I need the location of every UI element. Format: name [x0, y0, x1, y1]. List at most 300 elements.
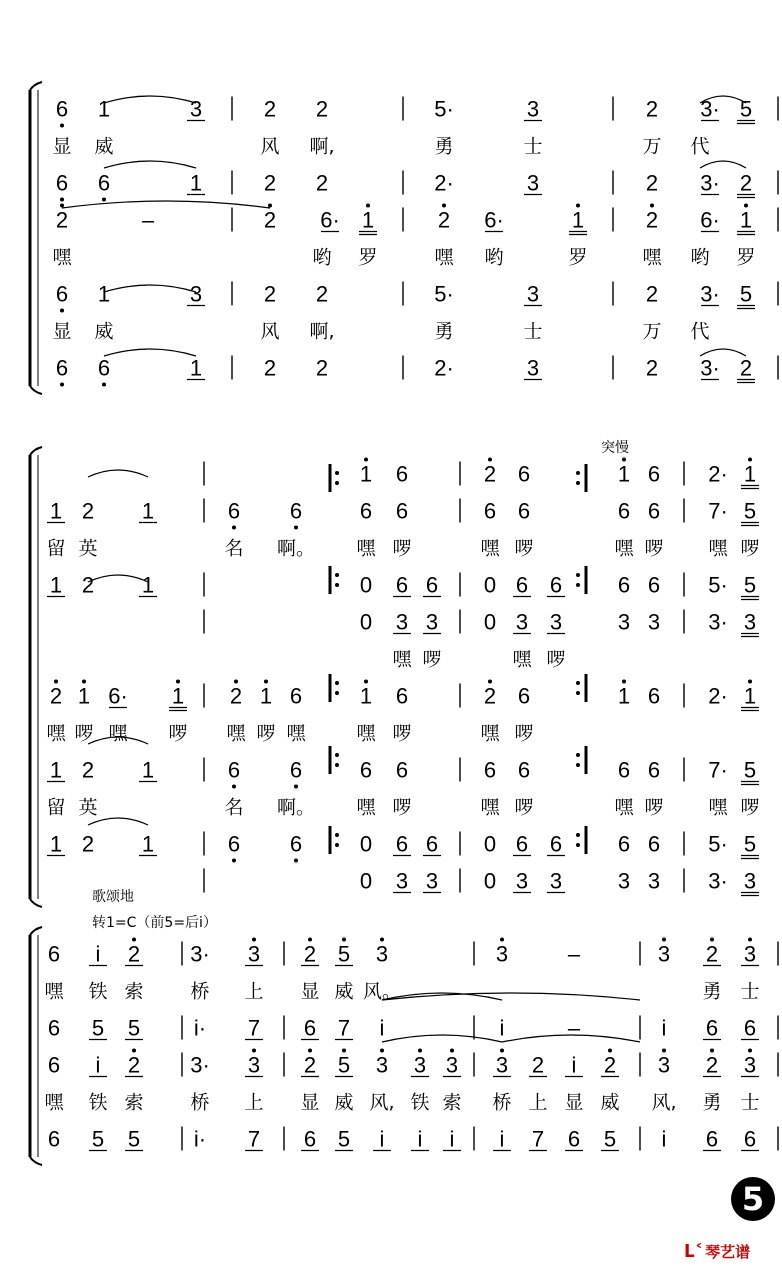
note: 5·	[434, 281, 454, 307]
note: 2	[315, 170, 329, 196]
note: 3	[743, 941, 757, 967]
slur	[88, 818, 148, 825]
note: 3·	[190, 941, 210, 967]
note: i	[499, 1126, 505, 1152]
note: 5	[91, 1126, 105, 1152]
octave-dot-above	[488, 680, 492, 684]
note: 6	[55, 170, 69, 196]
octave-dot-above	[744, 204, 748, 208]
note: 3	[647, 609, 661, 635]
note: 2	[81, 572, 95, 598]
lyric-syllable: 威	[600, 1091, 620, 1114]
repeat-dot	[335, 843, 339, 847]
note: 6	[47, 1015, 61, 1041]
note: 2	[315, 281, 329, 307]
octave-dot-above	[82, 680, 86, 684]
note: 6	[395, 683, 409, 709]
octave-dot-above	[710, 1049, 714, 1053]
note: 2	[645, 170, 659, 196]
octave-dot-below	[60, 309, 64, 313]
note: 1	[359, 683, 373, 709]
note: 2	[603, 1052, 617, 1078]
lyric-syllable: 士	[740, 980, 760, 1003]
lyric-syllable: 代	[690, 320, 710, 343]
note: 6	[617, 831, 631, 857]
lyric-syllable: 啰	[392, 722, 412, 745]
lyric-syllable: 啰	[644, 796, 664, 819]
note: i	[417, 1126, 423, 1152]
lyric-syllable: 显	[52, 320, 72, 343]
octave-dot-above	[252, 1049, 256, 1053]
note: 2	[645, 355, 659, 381]
lyric-syllable: 英	[78, 537, 98, 560]
note: 2	[49, 683, 63, 709]
note: 2	[531, 1052, 545, 1078]
lyric-syllable: 风	[260, 320, 280, 343]
octave-dot-above	[748, 938, 752, 942]
note: 6	[289, 498, 303, 524]
lyric-syllable: 啰	[644, 537, 664, 560]
lyric-syllable: 哟	[312, 246, 332, 269]
note: 2	[315, 355, 329, 381]
note: 6·	[484, 207, 504, 233]
lyric-syllable: 嘿	[512, 648, 532, 671]
note: 2·	[708, 683, 728, 709]
lyric-syllable: 啰	[740, 796, 760, 819]
note: 1	[743, 461, 757, 487]
lyric-syllable: 上	[244, 1091, 264, 1114]
note: 6	[517, 461, 531, 487]
page-number-badge: 5	[731, 1177, 775, 1221]
slur	[88, 575, 148, 582]
note: 3	[743, 868, 757, 894]
note: 5	[337, 1052, 351, 1078]
note: 7·	[708, 498, 728, 524]
note: 0	[359, 868, 373, 894]
note: 3	[657, 941, 671, 967]
lyric-syllable: 嘿	[356, 722, 376, 745]
note: 5	[743, 757, 757, 783]
note: 6	[227, 757, 241, 783]
octave-dot-above	[442, 204, 446, 208]
note: 2	[483, 683, 497, 709]
lyric-syllable: 桥	[190, 1091, 210, 1114]
note: 6	[55, 281, 69, 307]
note: 3	[549, 609, 563, 635]
note: 3	[657, 1052, 671, 1078]
lyric-syllable: 索	[124, 980, 144, 1003]
lyric-syllable: 啊。	[276, 537, 316, 560]
note: 3·	[708, 609, 728, 635]
note: 6	[483, 498, 497, 524]
note: 6	[483, 757, 497, 783]
note: 2	[55, 207, 69, 233]
lyric-syllable: 啰	[514, 796, 534, 819]
note: 6	[549, 831, 563, 857]
note: 2	[303, 941, 317, 967]
octave-dot-above	[662, 1049, 666, 1053]
lyric-syllable: 啊,	[309, 135, 335, 158]
lyric-syllable: 勇	[434, 135, 454, 158]
note: 1	[97, 281, 111, 307]
repeat-dot	[335, 573, 339, 577]
note: 3·	[700, 96, 720, 122]
note: 2	[81, 757, 95, 783]
bracket-hook	[30, 927, 42, 935]
octave-dot-below	[294, 859, 298, 863]
slur	[700, 161, 746, 168]
note: 3	[395, 868, 409, 894]
repeat-dot	[335, 471, 339, 475]
note: 6	[517, 498, 531, 524]
repeat-dot	[335, 691, 339, 695]
octave-dot-below	[102, 198, 106, 202]
octave-dot-above	[500, 938, 504, 942]
note: –	[567, 941, 581, 967]
lyric-syllable: 嘿	[46, 722, 66, 745]
note: 6	[517, 683, 531, 709]
octave-dot-below	[60, 124, 64, 128]
octave-dot-above	[308, 1049, 312, 1053]
lyric-syllable: 啰	[168, 722, 188, 745]
note: 2	[263, 355, 277, 381]
lyric-syllable: 啊,	[309, 320, 335, 343]
repeat-dot	[576, 583, 580, 587]
lyric-syllable: 啰	[514, 537, 534, 560]
repeat-dot	[576, 753, 580, 757]
note: 5	[337, 1126, 351, 1152]
note: 6	[395, 831, 409, 857]
lyric-syllable: 上	[244, 980, 264, 1003]
note: 2·	[708, 461, 728, 487]
lyric-syllable: 名	[224, 796, 244, 819]
lyric-syllable: 嘿	[52, 246, 72, 269]
repeat-dot	[335, 763, 339, 767]
note: 6	[425, 831, 439, 857]
octave-dot-above	[622, 458, 626, 462]
slur	[104, 349, 196, 356]
lyric-syllable: 嘿	[392, 648, 412, 671]
note: 2	[263, 96, 277, 122]
bracket-hook	[30, 82, 42, 90]
note: i	[661, 1126, 667, 1152]
note: 2	[81, 498, 95, 524]
lyric-syllable: 嘿	[356, 537, 376, 560]
octave-dot-above	[364, 458, 368, 462]
lyric-syllable: 万	[642, 135, 662, 158]
bracket-hook	[30, 447, 42, 455]
octave-dot-above	[450, 1049, 454, 1053]
note: 3·	[700, 355, 720, 381]
note: 6	[705, 1015, 719, 1041]
note: 2	[263, 281, 277, 307]
note: –	[141, 207, 155, 233]
octave-dot-above	[364, 680, 368, 684]
repeat-dot	[335, 833, 339, 837]
note: 3	[375, 941, 389, 967]
note: 1	[141, 498, 155, 524]
note: 3	[526, 355, 540, 381]
note: 3	[743, 609, 757, 635]
lyric-syllable: 索	[442, 1091, 462, 1114]
note: 6	[647, 498, 661, 524]
repeat-dot	[335, 681, 339, 685]
note: 1	[49, 831, 63, 857]
lyric-syllable: 显	[300, 980, 320, 1003]
bracket-hook	[30, 899, 42, 907]
lyric-syllable: 啰	[392, 537, 412, 560]
note: 6	[743, 1015, 757, 1041]
octave-dot-above	[418, 1049, 422, 1053]
note: 3·	[700, 281, 720, 307]
lyric-syllable: 嘿	[614, 537, 634, 560]
lyric-syllable: 桥	[492, 1091, 512, 1114]
slur	[62, 201, 270, 208]
note: 3	[526, 96, 540, 122]
octave-dot-above	[488, 458, 492, 462]
note: 5	[739, 96, 753, 122]
note: 3	[549, 868, 563, 894]
note: 6·	[108, 683, 128, 709]
note: i	[449, 1126, 455, 1152]
note: 0	[483, 572, 497, 598]
lyric-syllable: 啰	[422, 648, 442, 671]
note: 3	[445, 1052, 459, 1078]
note: 5	[91, 1015, 105, 1041]
lyric-syllable: 显	[52, 135, 72, 158]
note: 6	[289, 757, 303, 783]
octave-dot-above	[342, 1049, 346, 1053]
octave-dot-below	[232, 859, 236, 863]
note: 3·	[708, 868, 728, 894]
note: 3	[526, 281, 540, 307]
slur	[382, 1035, 502, 1042]
octave-dot-above	[500, 1049, 504, 1053]
lyric-syllable: 嘿	[226, 722, 246, 745]
lyric-syllable: 罗	[736, 246, 756, 269]
repeat-dot	[576, 471, 580, 475]
lyric-syllable: 哟	[690, 246, 710, 269]
octave-dot-above	[132, 938, 136, 942]
note: 0	[359, 831, 373, 857]
octave-dot-below	[60, 383, 64, 387]
lyric-syllable: 铁	[410, 1091, 430, 1114]
octave-dot-below	[294, 526, 298, 530]
lyric-syllable: 万	[642, 320, 662, 343]
lyric-syllable: 显	[564, 1091, 584, 1114]
note: 3	[515, 609, 529, 635]
repeat-dot	[335, 583, 339, 587]
lyric-syllable: 罗	[358, 246, 378, 269]
note: 6	[227, 831, 241, 857]
lyric-syllable: 索	[124, 1091, 144, 1114]
note: 1	[141, 831, 155, 857]
octave-dot-above	[650, 204, 654, 208]
octave-dot-above	[54, 680, 58, 684]
note: 6	[395, 498, 409, 524]
note: 5	[743, 831, 757, 857]
lyric-syllable: 威	[94, 320, 114, 343]
note: 3	[495, 1052, 509, 1078]
note: i	[95, 941, 101, 967]
note: 6	[549, 572, 563, 598]
note: 3	[247, 941, 261, 967]
lyric-syllable: 勇	[702, 1091, 722, 1114]
note: 2	[705, 1052, 719, 1078]
octave-dot-above	[176, 680, 180, 684]
note: i	[95, 1052, 101, 1078]
note: 0	[483, 868, 497, 894]
note: 7	[247, 1015, 261, 1041]
note: 1	[617, 461, 631, 487]
tempo-marking: 突慢	[601, 440, 629, 456]
note: 1	[141, 572, 155, 598]
octave-dot-above	[366, 204, 370, 208]
bracket-hook	[30, 386, 42, 394]
lyric-syllable: 留	[46, 537, 66, 560]
note: 1	[743, 683, 757, 709]
octave-dot-above	[342, 938, 346, 942]
note: 1	[49, 498, 63, 524]
lyric-syllable: 上	[528, 1091, 548, 1114]
note: 3	[526, 170, 540, 196]
note: 6	[647, 572, 661, 598]
note: 7	[531, 1126, 545, 1152]
note: 3	[189, 96, 203, 122]
note: 6	[359, 757, 373, 783]
note: 6	[359, 498, 373, 524]
note: 6	[289, 683, 303, 709]
note: 6	[617, 757, 631, 783]
bracket-hook	[30, 1157, 42, 1165]
note: 2	[645, 207, 659, 233]
logo-mark-icon: ᒪ˂	[684, 1242, 704, 1262]
note: 2	[263, 170, 277, 196]
note: 6	[647, 757, 661, 783]
key-change-marking: 转1=C（前5=后i）	[92, 915, 217, 931]
repeat-dot	[335, 753, 339, 757]
note: 3	[395, 609, 409, 635]
note: 5	[337, 941, 351, 967]
note: 5·	[434, 96, 454, 122]
octave-dot-above	[576, 204, 580, 208]
octave-dot-above	[662, 938, 666, 942]
note: 3	[189, 281, 203, 307]
lyric-syllable: 嘿	[286, 722, 306, 745]
note: 2	[437, 207, 451, 233]
lyric-syllable: 风	[260, 135, 280, 158]
note: 1	[189, 355, 203, 381]
note: 1	[361, 207, 375, 233]
note: 2	[127, 1052, 141, 1078]
lyric-syllable: 啰	[740, 537, 760, 560]
note: 7	[247, 1126, 261, 1152]
lyric-syllable: 威	[334, 1091, 354, 1114]
note: 1	[141, 757, 155, 783]
note: 1	[189, 170, 203, 196]
lyric-syllable: 留	[46, 796, 66, 819]
note: 0	[359, 609, 373, 635]
octave-dot-above	[748, 458, 752, 462]
note: 5	[743, 572, 757, 598]
octave-dot-above	[608, 1049, 612, 1053]
lyric-syllable: 士	[740, 1091, 760, 1114]
slur	[104, 96, 196, 103]
note: 6	[289, 831, 303, 857]
octave-dot-above	[132, 1049, 136, 1053]
note: 3	[425, 868, 439, 894]
note: 0	[483, 831, 497, 857]
octave-dot-above	[264, 680, 268, 684]
note: 2	[705, 941, 719, 967]
octave-dot-above	[308, 938, 312, 942]
repeat-dot	[576, 691, 580, 695]
lyric-syllable: 啰	[514, 722, 534, 745]
note: 1	[77, 683, 91, 709]
repeat-dot	[576, 833, 580, 837]
slur	[88, 470, 148, 477]
note: 5	[127, 1126, 141, 1152]
note: 6	[515, 572, 529, 598]
note: 6	[47, 1052, 61, 1078]
lyric-syllable: 嘿	[480, 537, 500, 560]
note: 3	[413, 1052, 427, 1078]
lyric-syllable: 罗	[568, 246, 588, 269]
note: 6	[515, 831, 529, 857]
note: 6	[55, 355, 69, 381]
lyric-syllable: 嘿	[44, 1091, 64, 1114]
note: 1	[97, 96, 111, 122]
note: 6	[617, 498, 631, 524]
note: 5	[739, 281, 753, 307]
note: 6	[47, 1126, 61, 1152]
lyric-syllable: 风,	[369, 1091, 395, 1114]
lyric-syllable: 啰	[256, 722, 276, 745]
lyric-syllable: 风,	[651, 1091, 677, 1114]
octave-dot-above	[710, 938, 714, 942]
octave-dot-above	[234, 680, 238, 684]
note: 2	[303, 1052, 317, 1078]
note: 6	[743, 1126, 757, 1152]
lyric-syllable: 嘿	[708, 796, 728, 819]
lyric-syllable: 嘿	[642, 246, 662, 269]
watermark-logo	[684, 1241, 750, 1262]
note: 2	[645, 96, 659, 122]
note: 7	[337, 1015, 351, 1041]
note: 6	[425, 572, 439, 598]
octave-dot-above	[380, 938, 384, 942]
octave-dot-above	[268, 204, 272, 208]
note: 2	[739, 170, 753, 196]
note: 3	[247, 1052, 261, 1078]
note: 2	[739, 355, 753, 381]
note: i	[571, 1052, 577, 1078]
note: 2	[645, 281, 659, 307]
lyric-syllable: 威	[334, 980, 354, 1003]
note: 1	[571, 207, 585, 233]
octave-dot-below	[102, 383, 106, 387]
repeat-dot	[576, 843, 580, 847]
note: 1	[49, 572, 63, 598]
note: 6·	[320, 207, 340, 233]
note: 7·	[708, 757, 728, 783]
expression-marking: 歌颂地	[92, 889, 134, 905]
lyric-syllable: 哟	[484, 246, 504, 269]
note: 5	[127, 1015, 141, 1041]
note: 6	[303, 1126, 317, 1152]
note: i	[379, 1015, 385, 1041]
note: 2	[81, 831, 95, 857]
